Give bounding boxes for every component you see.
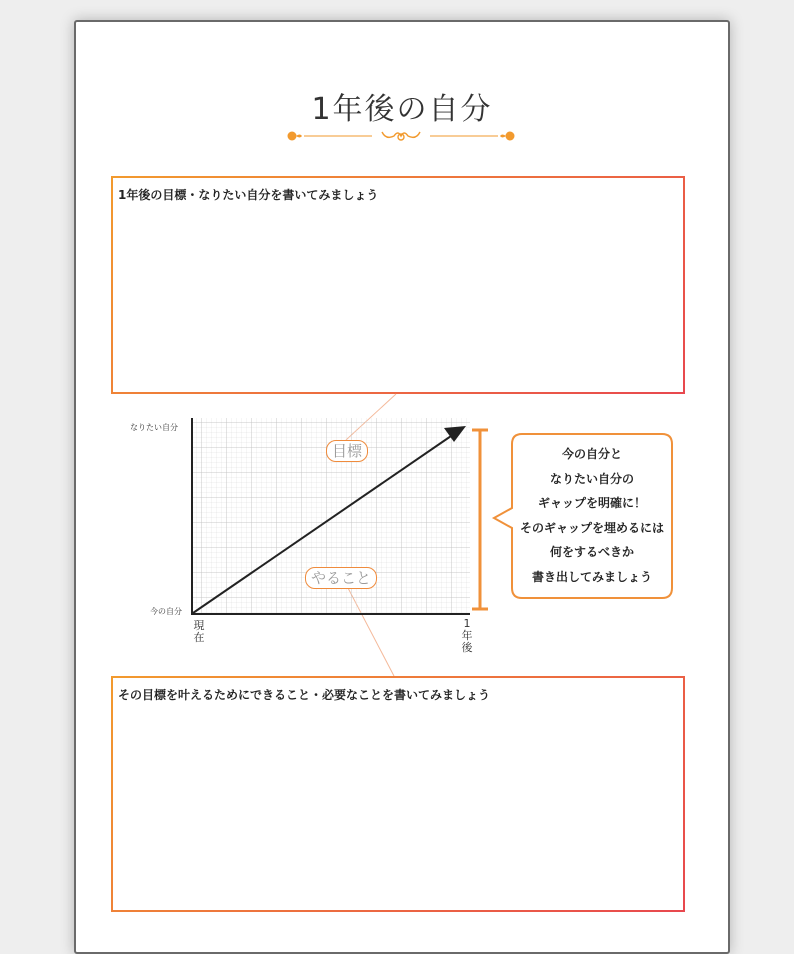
x-right-char-2: 年 — [461, 629, 473, 642]
bubble-line-2: なりたい自分の — [549, 471, 634, 486]
y-axis-top-label: なりたい自分 — [130, 423, 178, 432]
worksheet-page — [74, 20, 730, 954]
page-title: 1年後の自分 — [311, 92, 493, 127]
bubble-line-6: 書き出してみましょう — [531, 569, 652, 584]
x-axis-left-label — [192, 620, 206, 644]
bubble-line-5: 何をするべきか — [549, 545, 634, 559]
todo-tag: やること — [305, 567, 377, 589]
bubble-text — [512, 442, 672, 589]
bubble-line-4: そのギャップを埋めるには — [519, 520, 664, 535]
x-right-char-3: 後 — [461, 641, 473, 654]
y-axis-bottom-label: 今の自分 — [150, 607, 182, 616]
x-right-char-1: 1 — [463, 617, 471, 630]
goal-box-label: 1年後の目標・なりたい自分を書いてみましょう — [118, 188, 379, 202]
x-left-char-2: 在 — [193, 631, 205, 644]
bubble-line-1: 今の自分と — [561, 447, 622, 461]
goal-tag: 目標 — [326, 440, 368, 462]
x-axis-right-label — [460, 618, 474, 654]
action-box-label: その目標を叶えるためにできること・必要なことを書いてみましょう — [118, 688, 491, 702]
x-left-char-1: 現 — [193, 619, 205, 632]
bubble-line-3: ギャップを明確に！ — [537, 496, 646, 510]
action-writing-box[interactable] — [111, 676, 685, 912]
